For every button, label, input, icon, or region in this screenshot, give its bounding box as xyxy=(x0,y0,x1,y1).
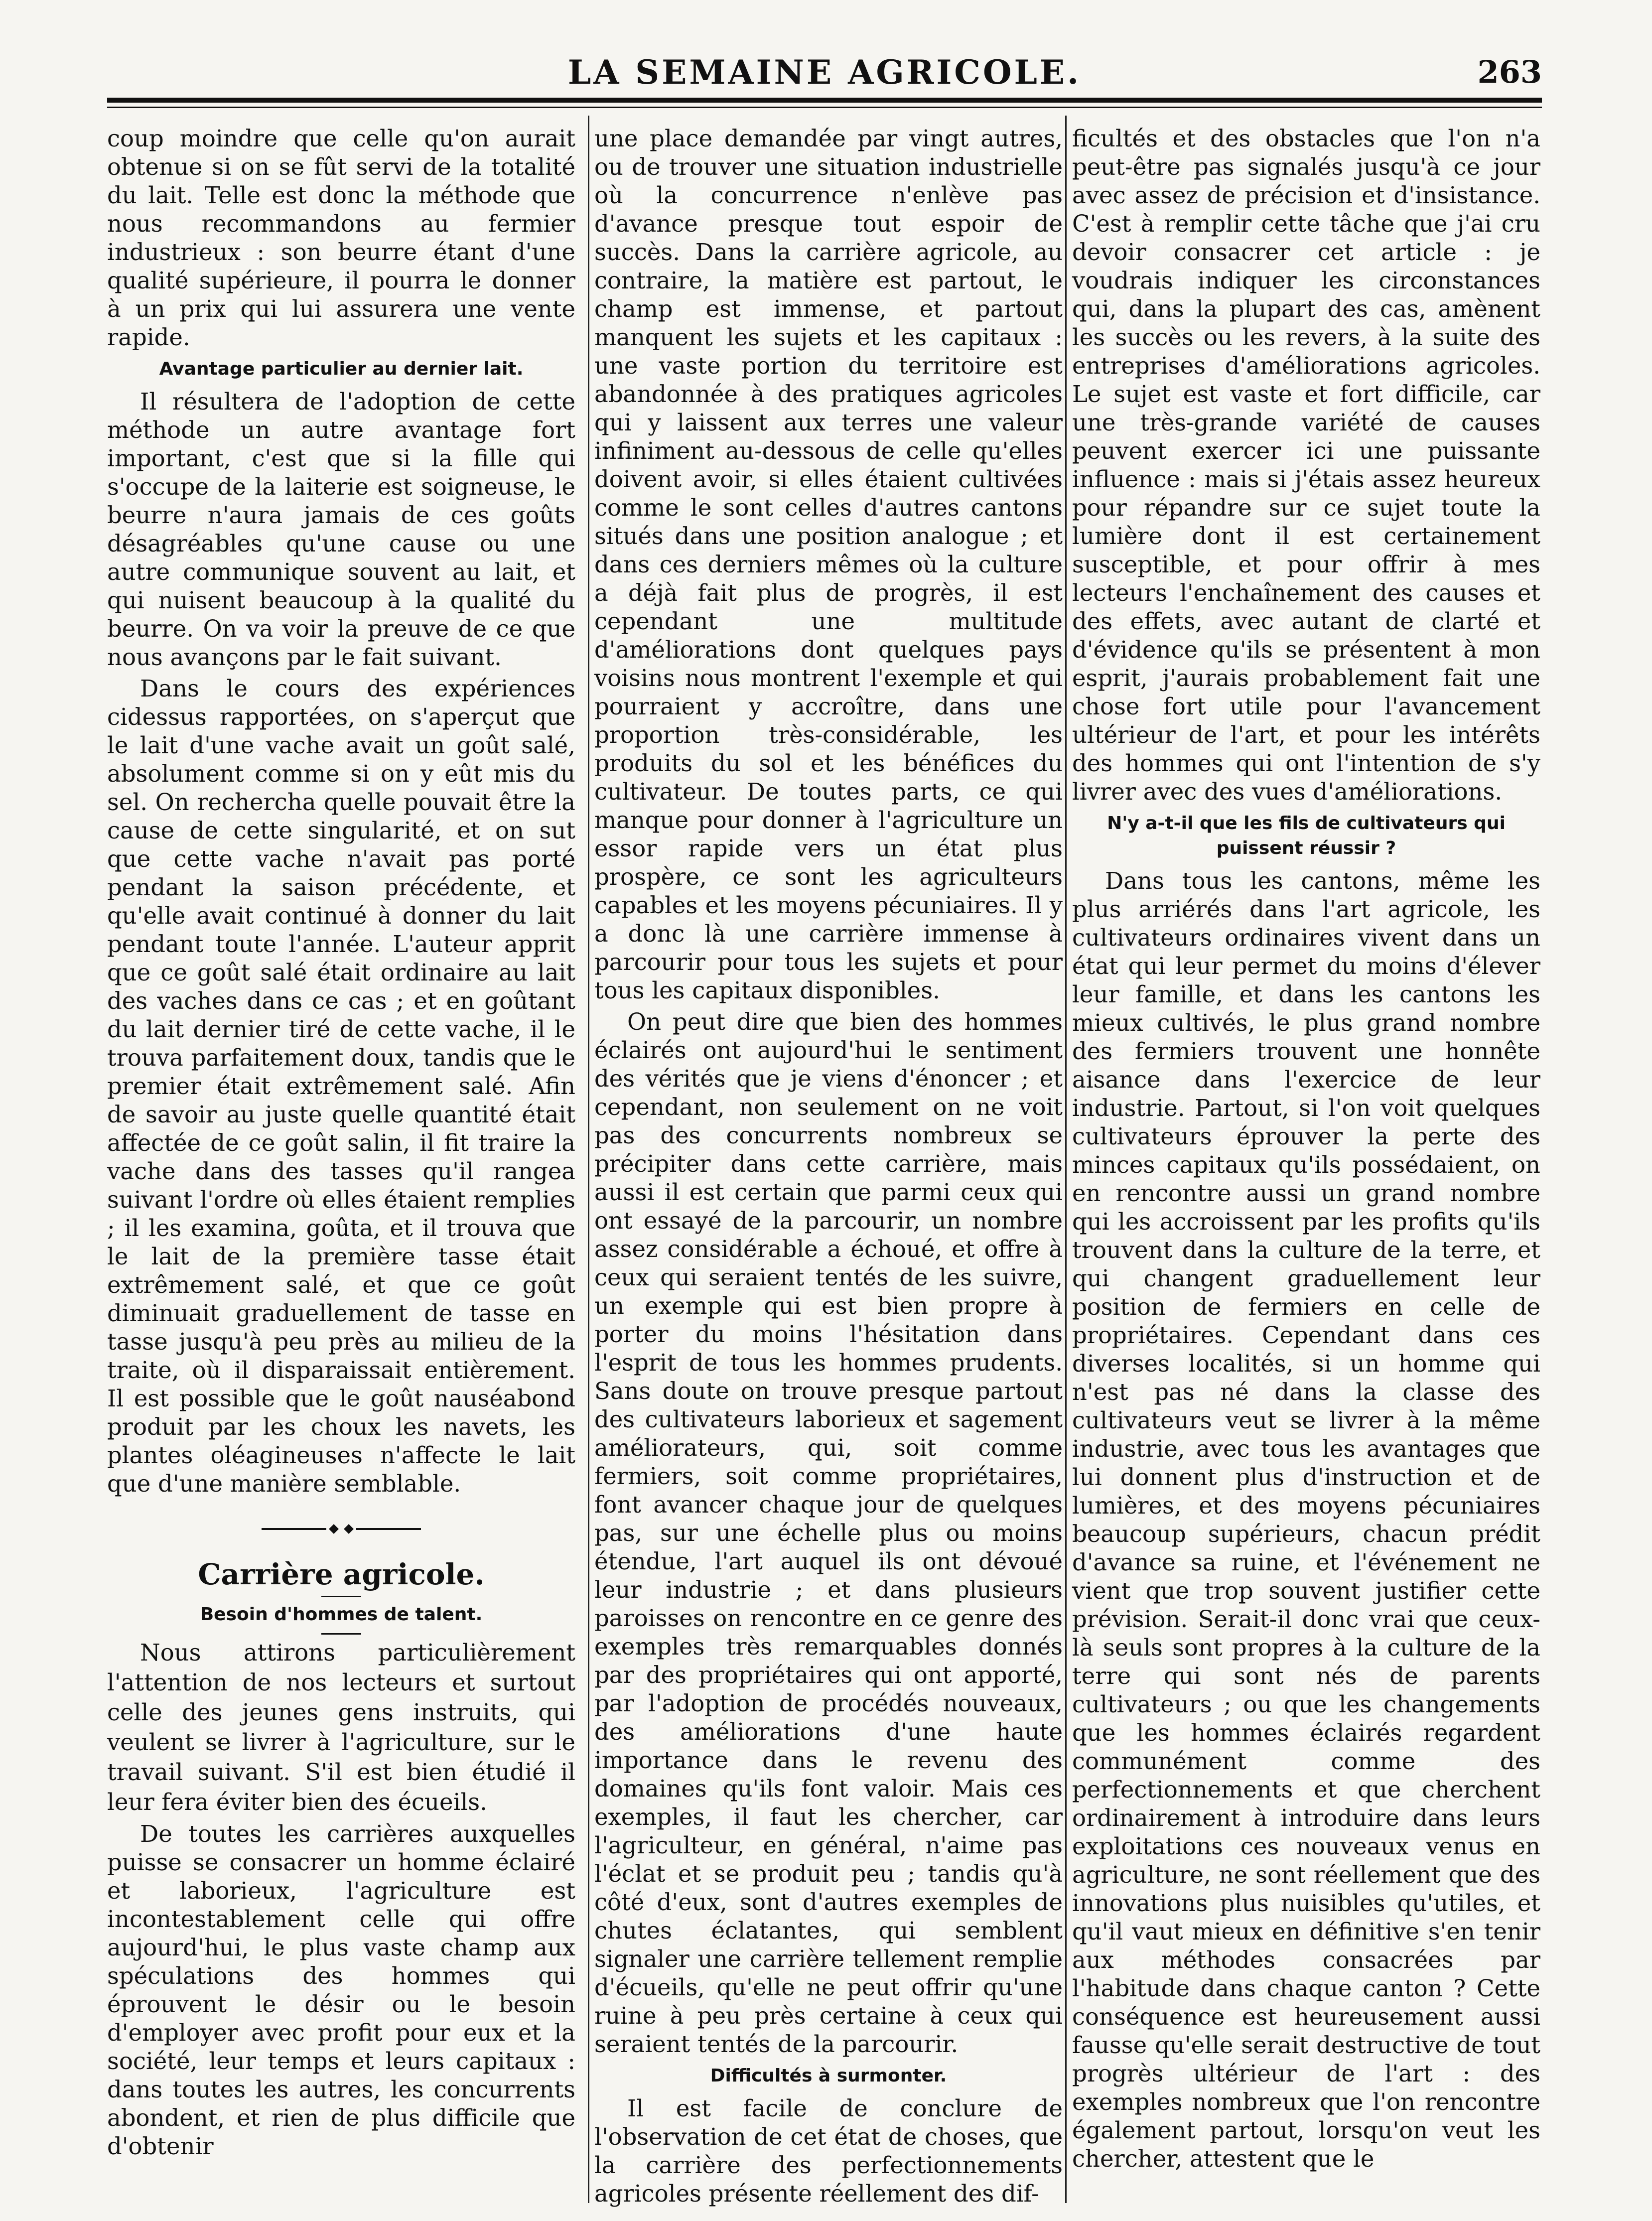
subheading-difficultes: Difficultés à surmonter. xyxy=(710,2066,947,2086)
paragraph: Il résultera de l'adoption de cette méthode un autre avantage fort important, c'est que si la fille qui s'occupe de la laiterie est soigneuse, le beurre n'aura jamais de ces goûts désagréables qu'une cause ou une autre communique souvent au lait, et qui nuisent beaucoup à la qualité du beurre. On va voir la preuve de ce que nous avançons par le fait suivant. xyxy=(107,388,575,671)
paragraph: On peut dire que bien des hommes éclairés ont aujourd'hui le sentiment des vérités que je viens d'énoncer ; et cependant, non seulement on ne voit pas des concurrents nombreux se précipiter dans cette carrière, mais aussi il est certain que parmi ceux qui ont essayé de la parcourir, un nombre assez considérable a échoué, et offre à ceux qui seraient tentés de les suivre, un exemple qui est bien propre à porter du moins l'hésitation dans l'esprit de tous les hommes prudents. Sans doute on trouve presque partout des cultivateurs laborieux et sagement améliorateurs, qui, soit comme fermiers, soit comme propriétaires, font avancer chaque jour de quelques pas, sur une échelle plus ou moins étendue, l'art auquel ils ont dévoué leur industrie ; et dans plusieurs paroisses on rencontre en ce genre des exemples très remarquables donnés par des propriétaires qui ont apporté, par l'adoption de procédés nouveaux, des améliorations d'une haute importance dans le revenu des domaines qu'ils font valoir. Mais ces exemples, il faut les chercher, car l'agriculteur, en général, n'aime pas l'éclat et se produit peu ; tandis qu'à côté d'eux, sont d'autres exemples de chutes éclatantes, qui semblent signaler une carrière tellement remplie d'écueils, qu'elle ne peut offrir qu'une ruine à peu près certaine à ceux qui seraient tentés de la parcourir. xyxy=(594,1008,1063,2058)
subheading-fils: N'y a-t-il que les fils de cultivateurs qui puissent réussir ? xyxy=(1107,813,1506,858)
subheading-besoin: Besoin d'hommes de talent. xyxy=(200,1604,483,1625)
section-title-carriere: Carrière agricole. xyxy=(198,1557,485,1591)
title-rule xyxy=(321,1633,361,1635)
column-divider-2 xyxy=(1065,116,1067,2203)
section-ornament xyxy=(107,1521,575,1536)
column-2 xyxy=(594,125,1063,2208)
header-rule-thin xyxy=(107,107,1542,108)
paragraph: Nous attirons particulièrement l'attention de nos lecteurs et surtout celle des jeunes gens instruits, qui veulent se livrer à l'agriculture, sur le travail suivant. S'il est bien étudié il leur fera éviter bien des écueils. xyxy=(107,1639,575,1815)
page-number: 263 xyxy=(1477,54,1542,90)
page-header xyxy=(107,50,1542,100)
column-3 xyxy=(1072,125,1540,2173)
paragraph: Dans tous les cantons, même les plus arriérés dans l'art agricole, les cultivateurs ordinaires vivent dans un état qui leur permet du moins d'élever leur famille, et dans les cantons les mieux cultivés, le plus grand nombre des fermiers trouvent une honnête aisance dans l'exercice de leur industrie. Partout, si l'on voit quelques cultivateurs éprouver la perte des minces capitaux qu'ils possédaient, on en rencontre aussi un grand nombre qui les accroissent par les profits qu'ils trouvent dans la culture de la terre, et qui changent graduellement leur position de fermiers en celle de propriétaires. Cependant dans ces diverses localités, si un homme qui n'est pas né dans la classe des cultivateurs veut se livrer à la même industrie, avec tous les avantages que lui donnent plus d'instruction et de lumières, et des moyens pécuniaires beaucoup supérieurs, chacun prédit d'avance sa ruine, et l'événement ne vient que trop souvent justifier cette prévision. Serait-il donc vrai que ceux-là seuls sont propres à la culture de la terre qui sont nés de parents cultivateurs ; ou que les changements que les hommes éclairés regardent communément comme des perfectionnements et que cherchent ordinairement à introduire dans leurs exploitations ces nouveaux venus en agriculture, ne sont réellement que des innovations plus nuisibles qu'utiles, et qu'il vaut mieux en définitive s'en tenir aux méthodes consacrées par l'habitude dans chaque canton ? Cette conséquence est heureusement aussi fausse qu'elle serait destructive de tout progrès ultérieur de l'art : des exemples nombreux que l'on rencontre également partout, lorsqu'on veut les chercher, attestent que le xyxy=(1072,867,1540,2172)
paragraph: une place demandée par vingt autres, ou de trouver une situation industrielle où la concurrence n'enlève pas d'avance presque tout espoir de succès. Dans la carrière agricole, au contraire, la matière est partout, le champ est immense, et partout manquent les sujets et les capitaux : une vaste portion du territoire est abandonnée à des pratiques agricoles qui y laissent aux terres une valeur infiniment au-dessous de celle qu'elles doivent avoir, si elles étaient cultivées comme le sont celles d'autres cantons situés dans une position analogue ; et dans ces derniers mêmes où la culture a déjà fait plus de progrès, il est cependant une multitude d'améliorations dont quelques pays voisins nous montrent l'exemple et qui pourraient y accroître, dans une proportion très-considérable, les produits du sol et les bénéfices du cultivateur. De toutes parts, ce qui manque pour donner à l'agriculture un essor rapide vers un état plus prospère, ce sont les agriculteurs capables et les moyens pécuniaires. Il y a donc là une carrière immense à parcourir pour tous les sujets et pour tous les capitaux disponibles. xyxy=(594,125,1063,1004)
paragraph: Il est facile de conclure de l'observation de cet état de choses, que la carrière des perfectionnements agricoles présente réellement des dif- xyxy=(594,2095,1063,2207)
paragraph: coup moindre que celle qu'on aurait obtenue si on se fût servi de la totalité du lait. Telle est donc la méthode que nous recommandons au fermier industrieux : son beurre étant d'une qualité supérieure, il pourra le donner à un prix qui lui assurera une vente rapide. xyxy=(107,125,575,351)
journal-title: LA SEMAINE AGRICOLE. xyxy=(567,53,1082,92)
column-divider-1 xyxy=(588,116,589,2203)
paragraph: Dans le cours des expériences cidessus rapportées, on s'aperçut que le lait d'une vache avait un goût salé, absolument comme si on y eût mis du sel. On rechercha quelle pouvait être la cause de cette singularité, et on sut que cette vache n'avait pas porté pendant la saison précédente, et qu'elle avait continué à donner du lait pendant toute l'année. L'auteur apprit que ce goût salé était ordinaire au lait des vaches dans ce cas ; et en goûtant du lait dernier tiré de cette vache, il le trouva parfaitement doux, tandis que le premier était extrêmement salé. Afin de savoir au juste quelle quantité était affectée de ce goût salin, il fit traire la vache dans des tasses qu'il rangea suivant l'ordre où elles étaient remplies ; il les examina, goûta, et il trouva que le lait de la première tasse était extrêmement salé, et que ce goût diminuait graduellement de tasse en tasse jusqu'à peu près au milieu de la traite, où il disparaissait entièrement. Il est possible que le goût nauséabond produit par les choux les navets, les plantes oléagineuses n'affecte le lait que d'une manière semblable. xyxy=(107,675,575,1497)
subheading-avantage: Avantage particulier au dernier lait. xyxy=(159,359,524,379)
paragraph: ficultés et des obstacles que l'on n'a peut-être pas signalés jusqu'à ce jour avec assez de précision et d'insistance. C'est à remplir cette tâche que j'ai cru devoir consacrer cet article : je voudrais indiquer les circonstances qui, dans la plupart des cas, amènent les succès ou les revers, à la suite des entreprises d'améliorations agricoles. Le sujet est vaste et fort difficile, car une très-grande variété de causes peuvent exercer ici une puissante influence : mais si j'étais assez heureux pour répandre sur ce sujet toute la lumière dont il est certainement susceptible, et pour offrir à mes lecteurs l'enchaînement des causes et des effets, avec autant de clarté et d'évidence qu'ils se présentent à mon esprit, j'aurais probablement fait une chose fort utile pour l'avancement ultérieur de l'art, et pour les intérêts des hommes qui ont l'intention de s'y livrer avec des vues d'améliorations. xyxy=(1072,125,1540,805)
title-rule xyxy=(321,1596,361,1597)
paragraph: De toutes les carrières auxquelles puisse se consacrer un homme éclairé et laborieux, l'agriculture est incontestablement celle qui offre aujourd'hui, le plus vaste champ aux spéculations des hommes qui éprouvent le désir ou le besoin d'employer avec profit pour eux et la société, leur temps et leurs capitaux : dans toutes les autres, les concurrents abondent, et rien de plus difficile que d'obtenir xyxy=(107,1820,575,2160)
header-rule-thick xyxy=(107,98,1542,103)
column-1 xyxy=(107,125,575,2161)
